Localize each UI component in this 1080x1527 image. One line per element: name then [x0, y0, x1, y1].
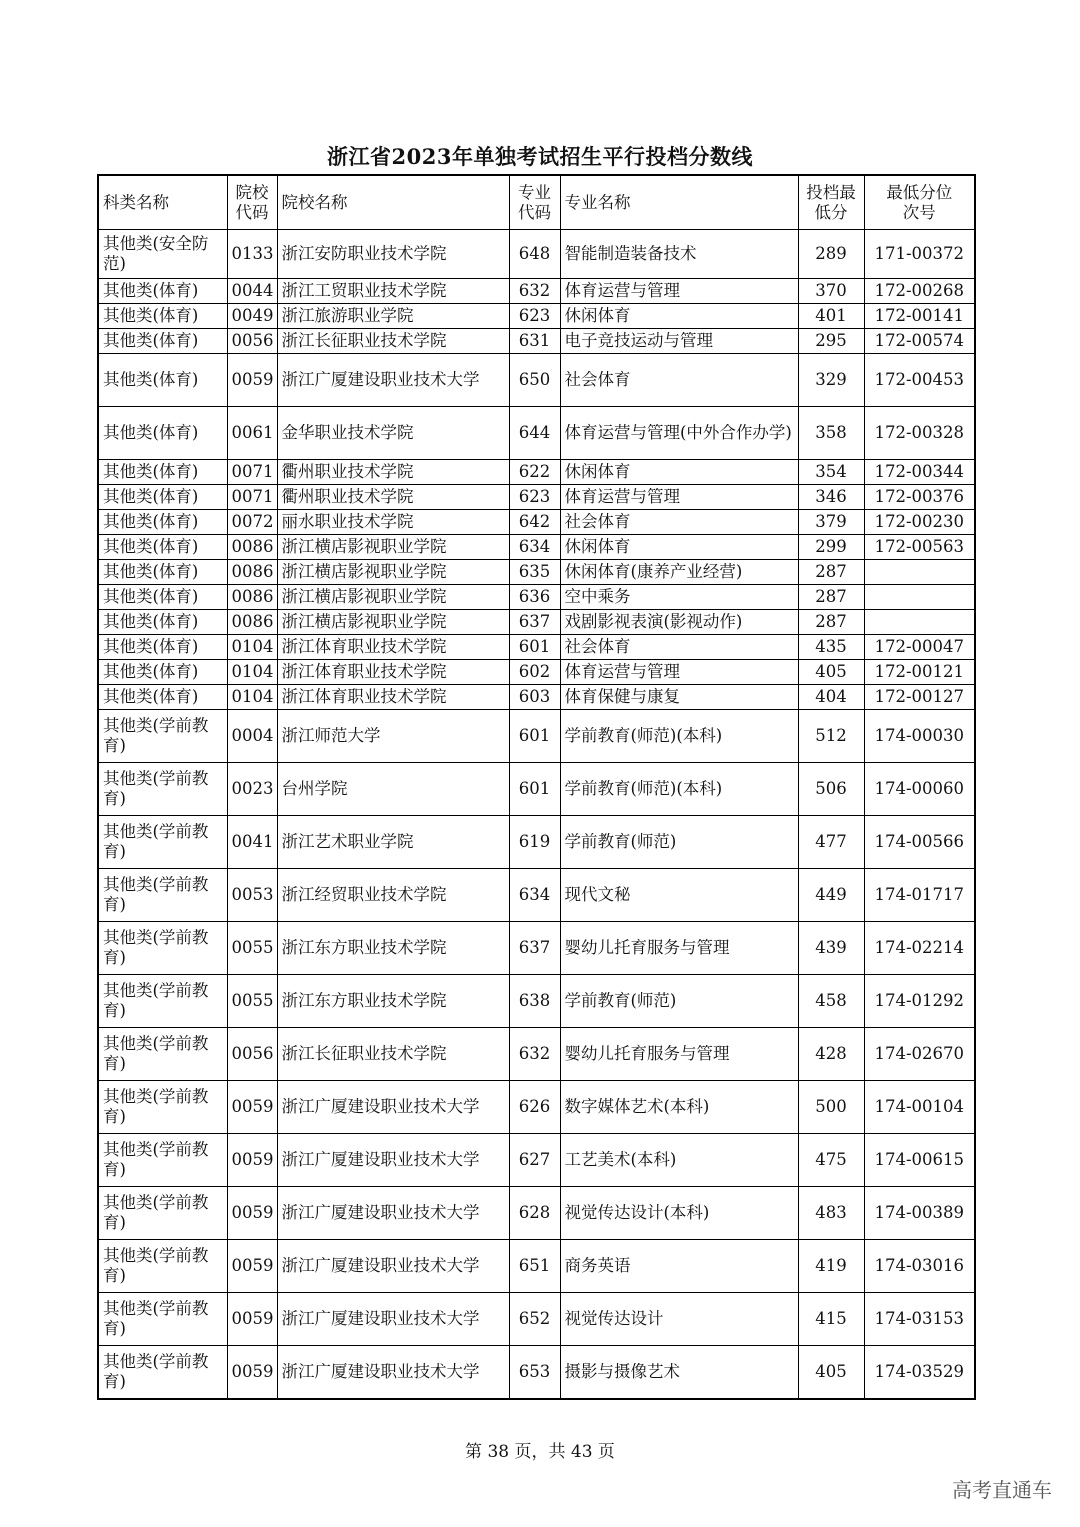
- cell-school-name: 浙江体育职业技术学院: [277, 685, 509, 710]
- table-row: [98, 585, 975, 610]
- cell-major-name: 学前教育(师范)(本科): [560, 710, 798, 763]
- cell-school-name: 浙江广厦建设职业技术大学: [277, 1293, 509, 1346]
- cell-major-code: 627: [509, 1134, 560, 1187]
- cell-school-name: 浙江广厦建设职业技术大学: [277, 1081, 509, 1134]
- cell-rank: 174-00389: [864, 1187, 975, 1240]
- cell-school-name: 浙江安防职业技术学院: [277, 230, 509, 279]
- cell-min-score: 346: [798, 485, 864, 510]
- table-row: [98, 535, 975, 560]
- cell-major-name: 婴幼儿托育服务与管理: [560, 922, 798, 975]
- cell-major-name: 体育运营与管理: [560, 279, 798, 304]
- cell-major-name: 智能制造装备技术: [560, 230, 798, 279]
- cell-school-name: 浙江体育职业技术学院: [277, 635, 509, 660]
- cell-rank: 174-00615: [864, 1134, 975, 1187]
- cell-category: 其他类(体育): [98, 585, 227, 610]
- table-row: [98, 1028, 975, 1081]
- cell-major-code: 634: [509, 535, 560, 560]
- table-row: [98, 329, 975, 354]
- cell-major-code: 626: [509, 1081, 560, 1134]
- cell-category: 其他类(学前教育): [98, 869, 227, 922]
- cell-rank: 172-00574: [864, 329, 975, 354]
- table-row: [98, 279, 975, 304]
- table-row: [98, 660, 975, 685]
- cell-school-name: 浙江横店影视职业学院: [277, 535, 509, 560]
- cell-category: 其他类(学前教育): [98, 922, 227, 975]
- cell-rank: [864, 585, 975, 610]
- table-row: [98, 816, 975, 869]
- cell-school-name: 浙江旅游职业学院: [277, 304, 509, 329]
- cell-min-score: 405: [798, 1346, 864, 1400]
- cell-major-name: 数字媒体艺术(本科): [560, 1081, 798, 1134]
- cell-school-name: 浙江工贸职业技术学院: [277, 279, 509, 304]
- cell-major-code: 642: [509, 510, 560, 535]
- cell-school-code: 0071: [227, 460, 277, 485]
- cell-school-name: 浙江东方职业技术学院: [277, 975, 509, 1028]
- cell-school-name: 衢州职业技术学院: [277, 460, 509, 485]
- cell-school-code: 0023: [227, 763, 277, 816]
- cell-major-code: 601: [509, 763, 560, 816]
- cell-school-name: 浙江师范大学: [277, 710, 509, 763]
- cell-major-code: 635: [509, 560, 560, 585]
- cell-school-code: 0004: [227, 710, 277, 763]
- table-row: [98, 1187, 975, 1240]
- cell-category: 其他类(体育): [98, 407, 227, 460]
- cell-school-code: 0059: [227, 1081, 277, 1134]
- cell-category: 其他类(学前教育): [98, 816, 227, 869]
- cell-min-score: 415: [798, 1293, 864, 1346]
- cell-major-name: 视觉传达设计: [560, 1293, 798, 1346]
- cell-min-score: 379: [798, 510, 864, 535]
- cell-category: 其他类(学前教育): [98, 975, 227, 1028]
- cell-school-code: 0059: [227, 1346, 277, 1400]
- cell-min-score: 475: [798, 1134, 864, 1187]
- cell-school-name: 衢州职业技术学院: [277, 485, 509, 510]
- cell-rank: 172-00127: [864, 685, 975, 710]
- cell-major-name: 休闲体育: [560, 304, 798, 329]
- cell-major-code: 650: [509, 354, 560, 407]
- cell-school-name: 浙江横店影视职业学院: [277, 585, 509, 610]
- cell-major-name: 戏剧影视表演(影视动作): [560, 610, 798, 635]
- table-row: [98, 763, 975, 816]
- cell-school-code: 0086: [227, 535, 277, 560]
- cell-category: 其他类(体育): [98, 485, 227, 510]
- score-table: [97, 174, 976, 1400]
- cell-category: 其他类(体育): [98, 304, 227, 329]
- cell-school-code: 0059: [227, 354, 277, 407]
- cell-major-name: 商务英语: [560, 1240, 798, 1293]
- cell-school-name: 浙江东方职业技术学院: [277, 922, 509, 975]
- cell-major-name: 婴幼儿托育服务与管理: [560, 1028, 798, 1081]
- header-school-name: 院校名称: [277, 175, 509, 230]
- cell-min-score: 289: [798, 230, 864, 279]
- table-row: [98, 1293, 975, 1346]
- table-row: [98, 460, 975, 485]
- cell-major-name: 体育运营与管理: [560, 485, 798, 510]
- cell-min-score: 299: [798, 535, 864, 560]
- cell-school-code: 0055: [227, 975, 277, 1028]
- cell-school-code: 0059: [227, 1134, 277, 1187]
- cell-rank: 174-00030: [864, 710, 975, 763]
- cell-category: 其他类(学前教育): [98, 1346, 227, 1400]
- cell-major-code: 601: [509, 710, 560, 763]
- cell-major-code: 638: [509, 975, 560, 1028]
- cell-school-code: 0044: [227, 279, 277, 304]
- cell-school-name: 浙江广厦建设职业技术大学: [277, 1134, 509, 1187]
- table-row: [98, 922, 975, 975]
- cell-school-code: 0104: [227, 635, 277, 660]
- cell-school-code: 0072: [227, 510, 277, 535]
- cell-school-name: 浙江广厦建设职业技术大学: [277, 1346, 509, 1400]
- cell-major-code: 602: [509, 660, 560, 685]
- cell-school-code: 0049: [227, 304, 277, 329]
- header-major-name: 专业名称: [560, 175, 798, 230]
- cell-major-code: 603: [509, 685, 560, 710]
- cell-min-score: 435: [798, 635, 864, 660]
- cell-major-code: 632: [509, 279, 560, 304]
- cell-school-code: 0133: [227, 230, 277, 279]
- document-title: 浙江省2023年单独考试招生平行投档分数线: [327, 144, 753, 169]
- table-row: [98, 230, 975, 279]
- cell-category: 其他类(体育): [98, 279, 227, 304]
- table-row: [98, 1346, 975, 1400]
- cell-major-name: 视觉传达设计(本科): [560, 1187, 798, 1240]
- cell-rank: 174-00060: [864, 763, 975, 816]
- table-row: [98, 485, 975, 510]
- table-header-row: [98, 175, 975, 230]
- cell-min-score: 405: [798, 660, 864, 685]
- cell-major-name: 学前教育(师范)(本科): [560, 763, 798, 816]
- cell-min-score: 370: [798, 279, 864, 304]
- cell-category: 其他类(学前教育): [98, 763, 227, 816]
- cell-category: 其他类(体育): [98, 685, 227, 710]
- cell-major-name: 电子竞技运动与管理: [560, 329, 798, 354]
- cell-school-code: 0086: [227, 610, 277, 635]
- cell-category: 其他类(学前教育): [98, 1293, 227, 1346]
- cell-category: 其他类(体育): [98, 535, 227, 560]
- cell-category: 其他类(学前教育): [98, 1240, 227, 1293]
- cell-rank: 172-00344: [864, 460, 975, 485]
- cell-school-name: 浙江长征职业技术学院: [277, 1028, 509, 1081]
- header-major-code: 专业代码: [509, 175, 560, 230]
- cell-category: 其他类(体育): [98, 560, 227, 585]
- cell-major-name: 工艺美术(本科): [560, 1134, 798, 1187]
- table-body: [98, 230, 975, 1400]
- cell-rank: 172-00453: [864, 354, 975, 407]
- cell-min-score: 483: [798, 1187, 864, 1240]
- table-row: [98, 510, 975, 535]
- cell-major-code: 648: [509, 230, 560, 279]
- cell-category: 其他类(体育): [98, 660, 227, 685]
- cell-rank: 174-01292: [864, 975, 975, 1028]
- table-row: [98, 635, 975, 660]
- table-row: [98, 1240, 975, 1293]
- cell-major-name: 社会体育: [560, 510, 798, 535]
- cell-min-score: 287: [798, 585, 864, 610]
- cell-major-name: 学前教育(师范): [560, 975, 798, 1028]
- cell-min-score: 458: [798, 975, 864, 1028]
- cell-major-name: 社会体育: [560, 354, 798, 407]
- cell-major-code: 632: [509, 1028, 560, 1081]
- cell-min-score: 354: [798, 460, 864, 485]
- cell-category: 其他类(学前教育): [98, 1028, 227, 1081]
- table-row: [98, 1134, 975, 1187]
- cell-school-code: 0041: [227, 816, 277, 869]
- cell-school-name: 浙江广厦建设职业技术大学: [277, 354, 509, 407]
- table-row: [98, 685, 975, 710]
- cell-major-code: 651: [509, 1240, 560, 1293]
- cell-major-code: 623: [509, 304, 560, 329]
- table-row: [98, 407, 975, 460]
- cell-min-score: 287: [798, 560, 864, 585]
- cell-rank: 172-00121: [864, 660, 975, 685]
- cell-school-name: 浙江横店影视职业学院: [277, 560, 509, 585]
- table-row: [98, 869, 975, 922]
- cell-rank: 171-00372: [864, 230, 975, 279]
- cell-school-name: 浙江体育职业技术学院: [277, 660, 509, 685]
- cell-major-name: 休闲体育: [560, 460, 798, 485]
- cell-major-code: 653: [509, 1346, 560, 1400]
- header-school-code: 院校代码: [227, 175, 277, 230]
- cell-rank: 174-00104: [864, 1081, 975, 1134]
- cell-min-score: 477: [798, 816, 864, 869]
- table-row: [98, 1081, 975, 1134]
- cell-min-score: 358: [798, 407, 864, 460]
- cell-major-code: 619: [509, 816, 560, 869]
- cell-rank: 172-00047: [864, 635, 975, 660]
- cell-school-name: 浙江广厦建设职业技术大学: [277, 1187, 509, 1240]
- cell-min-score: 506: [798, 763, 864, 816]
- cell-min-score: 287: [798, 610, 864, 635]
- table-row: [98, 710, 975, 763]
- table-row: [98, 560, 975, 585]
- cell-rank: 174-03529: [864, 1346, 975, 1400]
- header-category: 科类名称: [98, 175, 227, 230]
- cell-school-code: 0104: [227, 660, 277, 685]
- cell-school-code: 0053: [227, 869, 277, 922]
- cell-rank: 174-03153: [864, 1293, 975, 1346]
- table-row: [98, 975, 975, 1028]
- cell-school-code: 0056: [227, 1028, 277, 1081]
- cell-major-code: 622: [509, 460, 560, 485]
- cell-major-code: 637: [509, 610, 560, 635]
- cell-major-name: 休闲体育(康养产业经营): [560, 560, 798, 585]
- cell-major-code: 634: [509, 869, 560, 922]
- cell-school-code: 0086: [227, 560, 277, 585]
- cell-school-code: 0071: [227, 485, 277, 510]
- cell-school-code: 0086: [227, 585, 277, 610]
- cell-rank: 172-00376: [864, 485, 975, 510]
- cell-min-score: 329: [798, 354, 864, 407]
- table-row: [98, 354, 975, 407]
- cell-category: 其他类(体育): [98, 354, 227, 407]
- cell-school-code: 0059: [227, 1293, 277, 1346]
- cell-major-code: 637: [509, 922, 560, 975]
- cell-rank: 174-02670: [864, 1028, 975, 1081]
- cell-school-code: 0056: [227, 329, 277, 354]
- cell-rank: 172-00230: [864, 510, 975, 535]
- cell-major-code: 652: [509, 1293, 560, 1346]
- cell-min-score: 500: [798, 1081, 864, 1134]
- cell-school-code: 0059: [227, 1187, 277, 1240]
- cell-category: 其他类(体育): [98, 329, 227, 354]
- cell-school-name: 金华职业技术学院: [277, 407, 509, 460]
- cell-min-score: 512: [798, 710, 864, 763]
- cell-major-name: 社会体育: [560, 635, 798, 660]
- cell-major-name: 体育运营与管理(中外合作办学): [560, 407, 798, 460]
- cell-min-score: 428: [798, 1028, 864, 1081]
- cell-category: 其他类(学前教育): [98, 710, 227, 763]
- cell-school-name: 浙江横店影视职业学院: [277, 610, 509, 635]
- cell-school-name: 浙江广厦建设职业技术大学: [277, 1240, 509, 1293]
- cell-category: 其他类(学前教育): [98, 1134, 227, 1187]
- cell-category: 其他类(学前教育): [98, 1187, 227, 1240]
- cell-school-name: 台州学院: [277, 763, 509, 816]
- page-footer: 第 38 页，共 43 页: [465, 1442, 615, 1462]
- cell-rank: [864, 560, 975, 585]
- cell-rank: 174-02214: [864, 922, 975, 975]
- cell-school-name: 丽水职业技术学院: [277, 510, 509, 535]
- cell-rank: 174-00566: [864, 816, 975, 869]
- cell-rank: 172-00268: [864, 279, 975, 304]
- cell-min-score: 419: [798, 1240, 864, 1293]
- cell-rank: 174-01717: [864, 869, 975, 922]
- table-row: [98, 610, 975, 635]
- table-row: [98, 304, 975, 329]
- cell-school-code: 0061: [227, 407, 277, 460]
- cell-category: 其他类(安全防范): [98, 230, 227, 279]
- cell-major-name: 体育保健与康复: [560, 685, 798, 710]
- header-min-score: 投档最低分: [798, 175, 864, 230]
- cell-category: 其他类(学前教育): [98, 1081, 227, 1134]
- cell-major-name: 休闲体育: [560, 535, 798, 560]
- cell-min-score: 439: [798, 922, 864, 975]
- cell-rank: 172-00328: [864, 407, 975, 460]
- cell-major-code: 628: [509, 1187, 560, 1240]
- cell-rank: 172-00563: [864, 535, 975, 560]
- cell-school-code: 0104: [227, 685, 277, 710]
- cell-school-name: 浙江经贸职业技术学院: [277, 869, 509, 922]
- cell-category: 其他类(体育): [98, 635, 227, 660]
- cell-major-name: 摄影与摄像艺术: [560, 1346, 798, 1400]
- cell-major-name: 空中乘务: [560, 585, 798, 610]
- cell-school-name: 浙江艺术职业学院: [277, 816, 509, 869]
- cell-min-score: 295: [798, 329, 864, 354]
- cell-min-score: 449: [798, 869, 864, 922]
- watermark: 高考直通车: [952, 1478, 1052, 1502]
- cell-major-name: 学前教育(师范): [560, 816, 798, 869]
- cell-major-code: 636: [509, 585, 560, 610]
- cell-min-score: 401: [798, 304, 864, 329]
- cell-major-code: 631: [509, 329, 560, 354]
- cell-rank: 174-03016: [864, 1240, 975, 1293]
- cell-category: 其他类(体育): [98, 510, 227, 535]
- cell-school-code: 0055: [227, 922, 277, 975]
- cell-school-code: 0059: [227, 1240, 277, 1293]
- cell-major-code: 601: [509, 635, 560, 660]
- cell-min-score: 404: [798, 685, 864, 710]
- cell-category: 其他类(体育): [98, 460, 227, 485]
- cell-rank: [864, 610, 975, 635]
- cell-major-name: 体育运营与管理: [560, 660, 798, 685]
- cell-category: 其他类(体育): [98, 610, 227, 635]
- cell-major-code: 623: [509, 485, 560, 510]
- header-rank: 最低分位次号: [864, 175, 975, 230]
- cell-rank: 172-00141: [864, 304, 975, 329]
- cell-school-name: 浙江长征职业技术学院: [277, 329, 509, 354]
- cell-major-code: 644: [509, 407, 560, 460]
- cell-major-name: 现代文秘: [560, 869, 798, 922]
